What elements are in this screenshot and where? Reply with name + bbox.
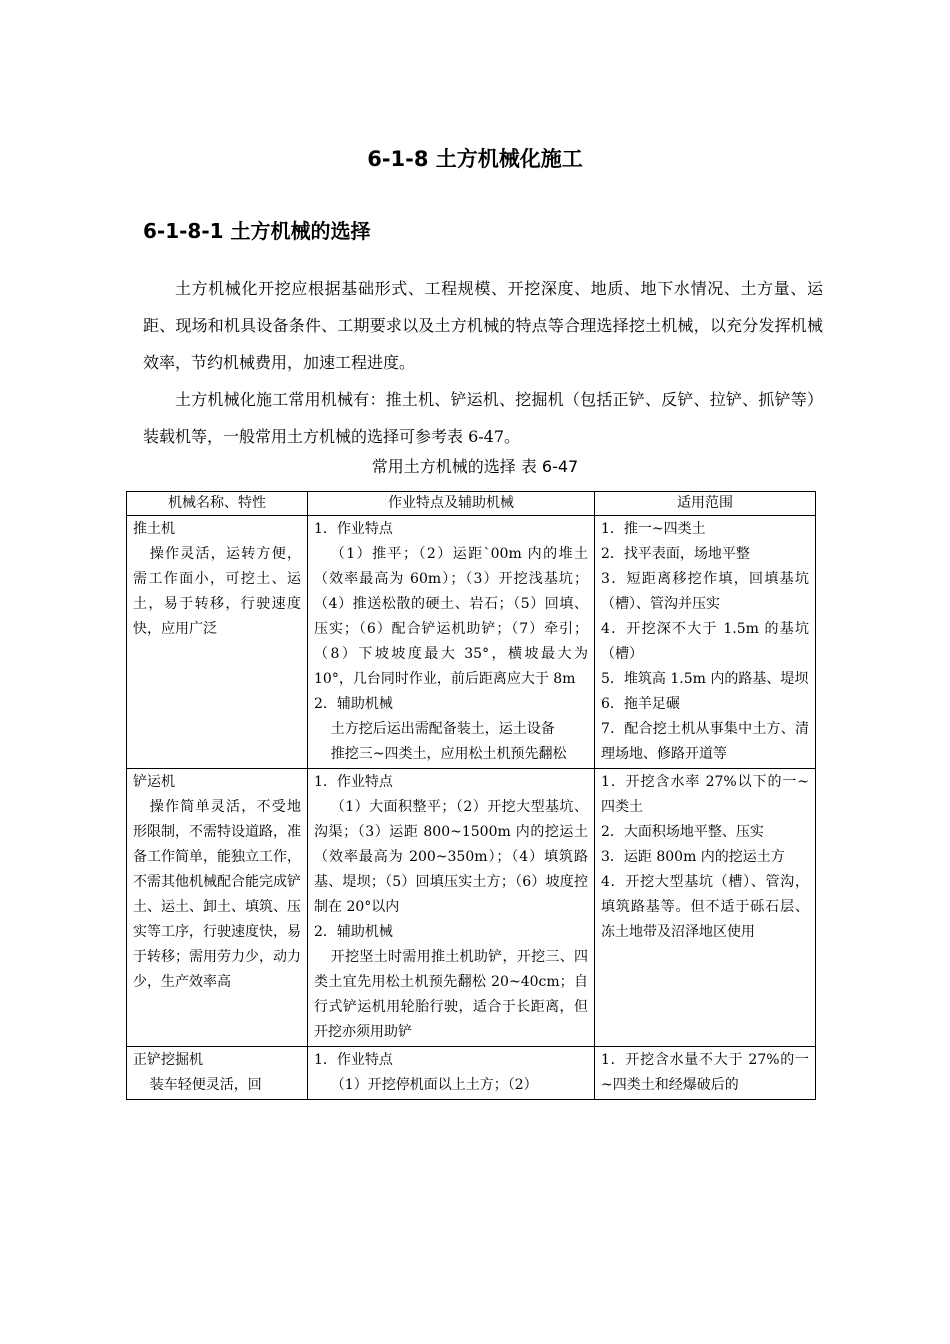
feature-line: 1．作业特点: [314, 774, 393, 790]
machine-cell: [127, 516, 308, 769]
section-title: 6-1-8-1 土方机械的选择: [143, 219, 371, 243]
feature-line: 开挖坚土时需用推土机助铲，开挖三、四类土宜先用松土机预先翻松 20~40cm；自行式铲运机用轮胎行驶，适合于长距离，但开挖亦须用助铲: [314, 949, 588, 1040]
table-header-row: [127, 492, 816, 516]
scope-line: 1．推一~四类土: [601, 521, 706, 537]
paragraph: 土方机械化施工常用机械有：推土机、铲运机、挖掘机（包括正铲、反铲、拉铲、抓铲等）装载机等，一般常用土方机械的选择可参考表 6-47。: [143, 390, 823, 446]
scope-line: 2．大面积场地平整、压实: [601, 824, 764, 840]
machine-cell: [127, 769, 308, 1047]
feature-line: 1．作业特点: [314, 521, 393, 537]
table-row: [127, 1047, 816, 1100]
scope-line: 6．拖羊足碾: [601, 696, 680, 712]
body-text: [143, 270, 823, 455]
feature-line: 推挖三~四类土，应用松土机预先翻松: [330, 746, 567, 762]
feature-line: （1）推平；（2）运距`00m 内的堆土（效率最高为 60m）；（3）开挖浅基坑；（4）推送松散的硬土、岩石；（5）回填、压实；（6）配合铲运机助铲；（7）牵引；（8）下坡坡度最大 35°，横坡最大为 10°，几台同时作业，前后距离应大于 8m: [314, 546, 588, 687]
features-cell: [308, 516, 595, 769]
header-cell: 作业特点及辅助机械: [308, 492, 595, 516]
scope-line: 3．短距离移挖作填，回填基坑（槽）、管沟并压实: [601, 571, 809, 612]
scope-line: 2．找平表面，场地平整: [601, 546, 750, 562]
feature-line: 1．作业特点: [314, 1052, 393, 1068]
machine-cell: [127, 1047, 308, 1100]
machine-traits: 操作简单灵活，不受地形限制，不需特设道路，准备工作简单，能独立工作，不需其他机械配合能完成铲土、运土、卸土、填筑、压实等工序，行驶速度快，易于转移；需用劳力少，动力少，生产效率高: [133, 799, 301, 990]
scope-line: 5．堆筑高 1.5m 内的路基、堤坝: [601, 671, 809, 687]
machine-name: 推土机: [133, 521, 175, 537]
feature-line: 土方挖后运出需配备装土，运土设备: [330, 721, 555, 737]
feature-line: （1）大面积整平；（2）开挖大型基坑、沟渠；（3）运距 800~1500m 内的挖运土（效率最高为 200~350m）；（4）填筑路基、堤坝；（5）回填压实土方；（6）坡度控制在 20°以内: [314, 799, 588, 915]
table-row: [127, 516, 816, 769]
feature-line: 2．辅助机械: [314, 696, 393, 712]
machine-name: 铲运机: [133, 774, 175, 790]
features-cell: [308, 769, 595, 1047]
scope-cell: [595, 769, 816, 1047]
scope-line: 4．开挖大型基坑（槽）、管沟，填筑路基等。但不适于砾石层、冻土地带及沼泽地区使用: [601, 874, 809, 940]
scope-line: 1．开挖含水率 27%以下的一~四类土: [601, 774, 809, 815]
scope-cell: [595, 516, 816, 769]
machinery-table: [126, 491, 816, 1100]
header-cell: 机械名称、特性: [127, 492, 308, 516]
header-cell: 适用范围: [595, 492, 816, 516]
scope-line: 3．运距 800m 内的挖运土方: [601, 849, 785, 865]
features-cell: [308, 1047, 595, 1100]
machine-name: 正铲挖掘机: [133, 1052, 203, 1068]
scope-line: 4．开挖深不大于 1.5m 的基坑（槽）: [601, 621, 809, 662]
paragraph: 土方机械化开挖应根据基础形式、工程规模、开挖深度、地质、地下水情况、土方量、运距、现场和机具设备条件、工期要求以及土方机械的特点等合理选择挖土机械，以充分发挥机械效率，节约机械费用，加速工程进度。: [143, 279, 823, 372]
table-caption: 常用土方机械的选择 表 6-47: [371, 457, 579, 476]
page-title: 6-1-8 土方机械化施工: [367, 147, 583, 171]
feature-line: （1）开挖停机面以上土方；（2）: [330, 1077, 538, 1093]
scope-line: 7．配合挖土机从事集中土方、清理场地、修路开道等: [601, 721, 809, 762]
scope-cell: [595, 1047, 816, 1100]
scope-line: 1．开挖含水量不大于 27%的一~四类土和经爆破后的: [601, 1052, 809, 1093]
feature-line: 2．辅助机械: [314, 924, 393, 940]
machine-traits: 装车轻便灵活，回: [149, 1077, 262, 1093]
machine-traits: 操作灵活，运转方便，需工作面小，可挖土、运土，易于转移，行驶速度快，应用广泛: [133, 546, 301, 637]
table-row: [127, 769, 816, 1047]
